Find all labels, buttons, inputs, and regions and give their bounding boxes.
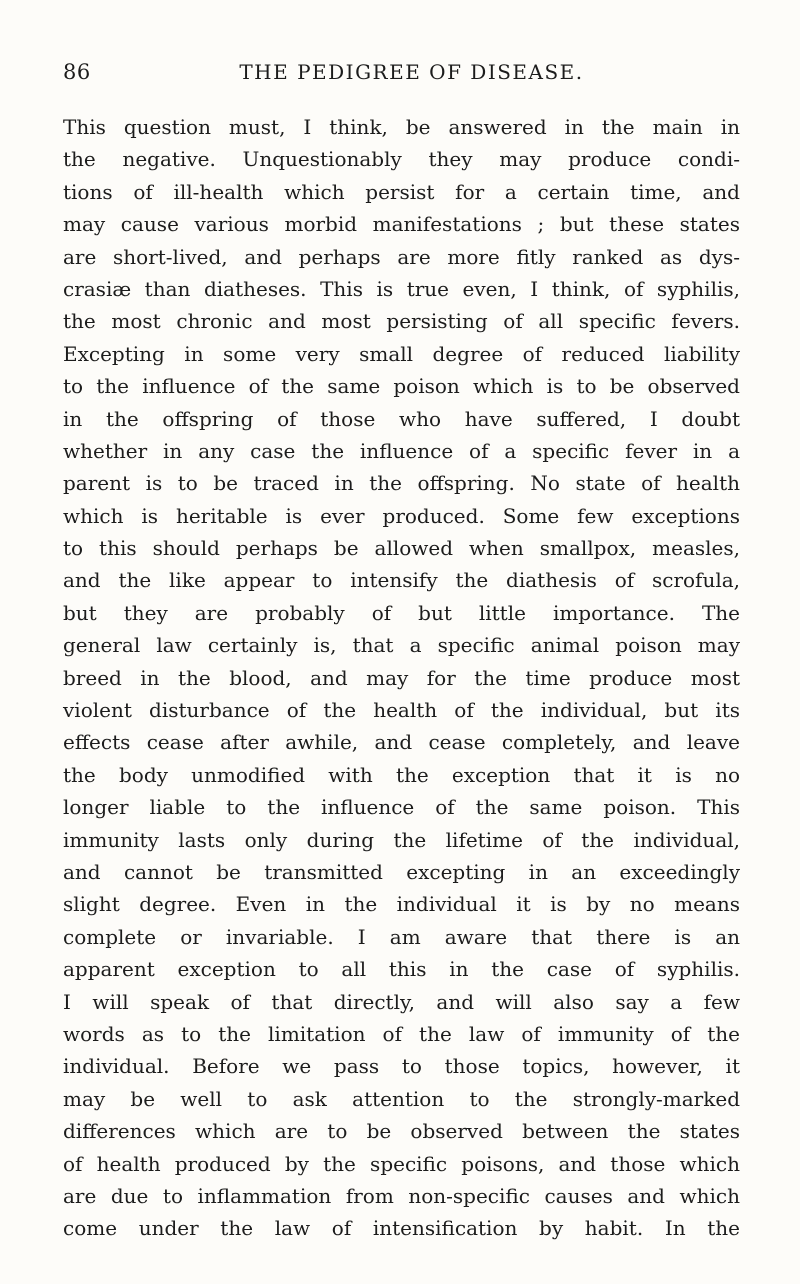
text-line: parent is to be traced in the offspring. No state of health <box>63 471 740 496</box>
text-line: apparent exception to all this in the case of syphilis. <box>63 957 740 982</box>
text-line: violent disturbance of the health of the individual, but its <box>63 698 740 723</box>
text-line: effects cease after awhile, and cease completely, and leave <box>63 730 740 755</box>
text-line: to the influence of the same poison which is to be observed <box>63 374 740 399</box>
text-line: Excepting in some very small degree of reduced liability <box>63 341 740 366</box>
text-line: to this should perhaps be allowed when smallpox, measles, <box>63 536 740 561</box>
text-line: words as to the limitation of the law of immunity of the <box>63 1021 740 1046</box>
text-line: crasiæ than diatheses. This is true even, I think, of syphilis, <box>63 276 740 301</box>
text-line: and the like appear to intensify the diathesis of scrofula, <box>63 568 740 593</box>
text-line: but they are probably of but little importance. The <box>63 600 740 625</box>
running-head: THE PEDIGREE OF DISEASE. <box>239 60 584 84</box>
text-line: tions of ill-health which persist for a certain time, and <box>63 179 740 204</box>
text-line: may be well to ask attention to the strongly-marked <box>63 1086 740 1111</box>
text-line: in the offspring of those who have suffered, I doubt <box>63 406 740 431</box>
text-line: slight degree. Even in the individual it is by no means <box>63 892 740 917</box>
text-line: general law certainly is, that a specific animal poison may <box>63 633 740 658</box>
text-line: the most chronic and most persisting of all specific fevers. <box>63 309 740 334</box>
text-line: breed in the blood, and may for the time produce most <box>63 665 740 690</box>
text-line: individual. Before we pass to those topics, however, it <box>63 1054 740 1079</box>
text-line: the negative. Unquestionably they may produce condi- <box>63 147 740 172</box>
page-number: 86 <box>63 60 91 84</box>
text-line: I will speak of that directly, and will also say a few <box>63 989 740 1014</box>
text-line: the body unmodified with the exception that it is no <box>63 762 740 787</box>
text-line: This question must, I think, be answered in the main in <box>63 115 740 139</box>
text-line: of health produced by the specific poisons, and those which <box>63 1151 740 1176</box>
text-line: differences which are to be observed between the states <box>63 1119 740 1144</box>
text-line: come under the law of intensification by habit. In the <box>63 1216 740 1241</box>
text-line: may cause various morbid manifestations ; but these states <box>63 212 740 237</box>
body-text <box>63 111 740 1245</box>
text-line: whether in any case the influence of a specific fever in a <box>63 438 740 463</box>
text-line: are short-lived, and perhaps are more fitly ranked as dys- <box>63 244 740 269</box>
text-line: and cannot be transmitted excepting in an exceedingly <box>63 859 740 884</box>
page-header <box>63 60 740 94</box>
text-line: are due to inflammation from non-specific causes and which <box>63 1183 740 1208</box>
text-line: complete or invariable. I am aware that there is an <box>63 924 740 949</box>
text-line: which is heritable is ever produced. Some few exceptions <box>63 503 740 528</box>
text-line: longer liable to the influence of the same poison. This <box>63 795 740 820</box>
text-line: immunity lasts only during the lifetime of the individual, <box>63 827 740 852</box>
